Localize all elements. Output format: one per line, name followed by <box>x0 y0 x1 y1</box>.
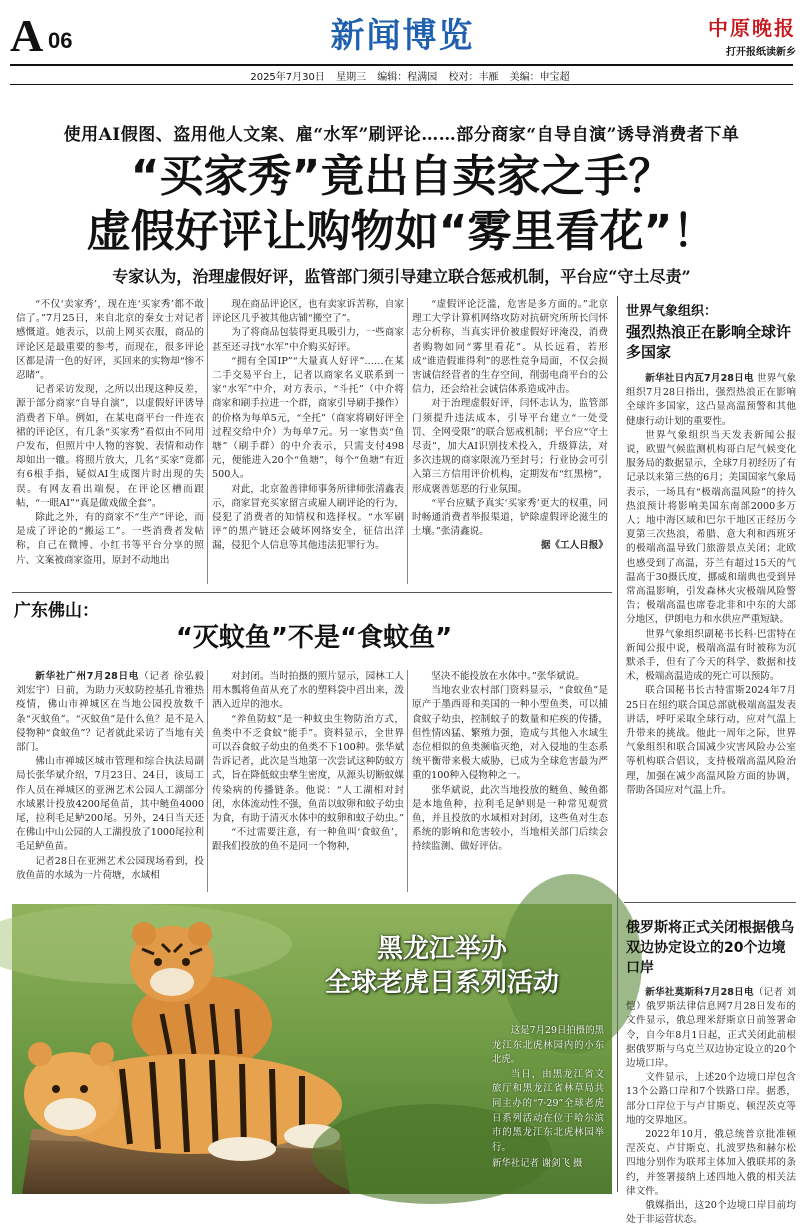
page-number: 06 <box>48 28 73 53</box>
sidebar-section-divider <box>624 902 796 903</box>
main-headline-line2: 虚假好评让购物如“雾里看花”！ <box>86 206 717 257</box>
paragraph: “平台应赋予真实‘买家秀’更大的权重，同时畅通消费者举报渠道，铲除虚假评论滋生的土壤。”张清鑫说。 <box>412 497 608 538</box>
issue-info <box>200 68 620 83</box>
issue-date: 2025年7月30日 <box>250 72 325 83</box>
weather-story-body <box>626 372 796 890</box>
paragraph: 对此，北京盈善律师事务所律师张清鑫表示，商家冒充买家留言或雇人刷评论的行为，侵犯了消费者的知情权和选择权。“水军刷评”的黑产链还会破坏网络安全，征信出洋漏，侵犯个人信息等其他违法犯罪行为。 <box>212 483 404 552</box>
main-headline-line1: “买家秀”竟出自卖家之手？ <box>130 151 673 202</box>
paragraph: “不过需要注意，有一种鱼叫‘食蚊鱼’，跟我们投放的鱼不是同一个物种， <box>212 827 404 853</box>
editor-credit: 编辑：程满园 <box>377 72 438 83</box>
paragraph: 除此之外，有的商家不“生产”评论，而是成了评论的“搬运工”。一些消费者发帖称，自己在微博、小红书等平台分享的照片、文案被商家盗用，原封不动地出 <box>16 512 204 566</box>
column-divider <box>207 670 208 892</box>
byline: （记者 徐弘毅 刘宏宇） <box>16 671 204 697</box>
paragraph: 记者采访发现，之所以出现这种反差，源于部分商家“自导自演”，以虚假好评诱导消费者下单。例如，在某电商平台一件连衣裙的评论区，有几条“买家秀”看似由不同用户发布，但照片中人物的容貌、表情和动作却如出一辙。将照片放大，几名“买家”竟都有6根手指，疑似AI生成图片时出现的失误。有网友看出端倪，在评论区槽而跟帖，“一眼AI”“真是做戏做全套”。 <box>16 384 204 509</box>
paragraph: “养鱼防蚊”是一种蚊虫生物防治方式，鱼类中不乏食蚊“能手”。资料显示，全世界可以吞食蚊子幼虫的鱼类不下100种。张华斌告诉记者，此次是当地第一次尝试这种防蚊方式，旨在降低蚊虫孳生密度，从源头切断蚊媒传染病的传播链条。他说：“人工湖相对封闭，水体流动性不强，鱼苗以蚊卵和蚊子幼虫为食，有助于清灭水体中的蚊卵和蚊子幼虫。” <box>212 713 404 825</box>
photo-credit: 新华社记者 谢剑飞 摄 <box>492 1158 583 1170</box>
main-story-column-2 <box>212 298 404 586</box>
paragraph: 对于治理虚假好评，闫怀志认为，监管部门须提升违法成本，引导平台建立“一处受罚、全网受限”的联合惩戒机制；平台应“守土尽责”，加大AI识别技术投入，升级算法，对多次违规的商家限流乃至封号；行业协会可引入第三方信用评价机构，定期发布“红黑榜”，形成褒善惩恶的行业氛围。 <box>412 398 608 495</box>
paragraph: 为了将商品包装得更具吸引力，一些商家甚至还寻找“水军”中介购买好评。 <box>212 327 404 353</box>
photo-headline-line2: 全球老虎日系列活动 <box>324 968 559 998</box>
column-divider <box>207 298 208 584</box>
main-story-column-3 <box>412 298 608 586</box>
caption-paragraph: 当日，由黑龙江省文旅厅和黑龙江省林草局共同主办的“7·29”全球老虎日系列活动在位于哈尔滨市的黑龙江东北虎林园举行。 <box>492 1068 604 1153</box>
dateline: 新华社日内瓦7月28日电 <box>645 373 754 384</box>
paragraph <box>16 670 204 755</box>
foshan-column-1 <box>16 670 204 894</box>
photo-headline-line1: 黑龙江举办 <box>376 934 507 964</box>
paragraph <box>626 372 796 429</box>
paragraph: “拥有全国IP”“大量真人好评”……在某二手交易平台上，记者以商家名义联系到一家“水军”中介，对方表示，“斗托”（中介将商家和刷手拉进一个群，商家引导刷手操作）的价格为每单5元，“全托”（商家将刷好评全过程交给中介）为每单7元。另一家售卖“鱼塘”（刷手群）的中介表示，只需支付498元，便能进入20个“鱼塘”，每个“鱼塘”有近500人。 <box>212 355 404 481</box>
section-divider <box>12 592 612 593</box>
tiger-photo <box>12 904 612 1194</box>
dateline: 新华社莫斯科7月28日电 <box>645 987 754 998</box>
section-title: 新闻博览 <box>330 16 475 56</box>
column-divider <box>407 670 408 892</box>
foshan-kicker: 广东佛山： <box>14 601 99 621</box>
masthead-logo <box>676 12 796 58</box>
paragraph: 记者28日在亚洲艺术公园现场看到，投放鱼苗的水域为一片荷塘，水域相 <box>16 855 204 881</box>
sidebar-divider <box>617 296 618 1192</box>
weather-kicker: 世界气象组织： <box>626 304 718 319</box>
photo-caption <box>492 1024 604 1172</box>
paragraph-text: 日前，为助力灭蚊防控基孔肯雅热疫情，佛山市禅城区在当地公园投放数千条“灭蚊鱼”。“灭蚊鱼”是什么鱼？是不是入侵物种“食蚊鱼”？记者就此采访了当地有关部门。 <box>16 685 205 754</box>
paragraph: 张华斌说，此次当地投放的鲢鱼、鲮鱼都是本地鱼种，拉利毛足鲈则是一种常见观赏鱼，并且投放的水域相对封闭，这些鱼对生态系统的影响和危害较小，当地相关部门后续会持续监测、做好评估。 <box>412 784 608 853</box>
logo-slogan: 打开报纸读新乡 <box>726 47 796 58</box>
weather-headline: 强烈热浪正在影响全球许多国家 <box>626 323 792 361</box>
edition-letter: A <box>10 10 44 61</box>
paragraph: 当地农业农村部门资料显示，“食蚊鱼”是原产于墨西哥和美国的一种小型鱼类，可以捕食蚊子幼虫，控制蚊子的数量和疟疾的传播，但性情凶猛、繁殖力强，造成与其他入水域生态位相似的鱼类濒临灭绝，对入侵地的生态系统平衡带来极大威胁，已成为全球危害最为严重的100种入侵物种之一。 <box>412 685 608 782</box>
foshan-column-3 <box>412 670 608 894</box>
photo-headline <box>282 932 602 1000</box>
main-story-kicker: 使用AI假图、盗用他人文案、雇“水军”刷评论……部分商家“自导自演”诱导消费者下单 <box>63 125 740 145</box>
paragraph: 现在商品评论区，也有卖家诉苦称，自家评论区几乎被其他店铺“搬空了”。 <box>212 299 404 325</box>
story-source: 据《工人日报》 <box>540 540 608 552</box>
proofreader-credit: 校对：丰雁 <box>448 72 499 83</box>
paragraph: 坚决不能投放在水体中。”张华斌说。 <box>431 671 585 682</box>
russia-story-body <box>626 986 797 1226</box>
main-story-column-1 <box>16 298 204 586</box>
paragraph: 2022年10月，俄总统普京批准顿涅茨克、卢甘斯克、扎波罗热和赫尔松四地分别作为联邦主体加入俄联邦的条约，并签署接纳上述四地入俄的相关法律文件。 <box>626 1129 796 1197</box>
paragraph <box>626 986 796 1071</box>
paragraph: 佛山市禅城区城市管理和综合执法局副局长张华斌介绍，7月23日、24日，该局工作人员在禅城区的亚洲艺术公园人工湖部分水域累计投放4200尾鱼苗，其中鲢鱼4000尾，拉利毛足鲈200尾。另外，24日当天还在佛山中山公园的人工湖投放了1000尾拉利毛足鲈鱼苗。 <box>16 756 204 853</box>
header-divider-thin <box>10 84 793 85</box>
paragraph: “不仅‘卖家秀’，现在连‘买家秀’都不敢信了。”7月25日，来自北京的秦女士对记者感慨道。她表示，以前上网买衣服，商品的评论区是最重要的参考，而现在，很多评论区都是清一色的好评，买回来的实物却“惨不忍睹”。 <box>16 299 204 382</box>
byline: （记者 刘恺） <box>626 987 796 1013</box>
foshan-column-2 <box>212 670 404 894</box>
paragraph: “虚假评论泛滥，危害是多方面的。”北京理工大学计算机网络攻防对抗研究所所长闫怀志分析称，当真实评价被虚假好评淹没，消费者购物如同“雾里看花”。从长远看，若形成“谁造假谁得利”的恶性竞争局面，不仅会损害诚信经营者的生存空间，削弱电商平台的公信力，还会给社会诚信体系造成冲击。 <box>412 299 608 396</box>
foshan-headline: “灭蚊鱼”不是“食蚊鱼” <box>175 623 453 653</box>
paragraph-text: 世界气象组织7月28日指出，强烈热浪正在影响全球许多国家，这凸显高温预警和其他健康行动计划的重要性。 <box>626 373 796 427</box>
designer-credit: 美编：申宝超 <box>509 72 570 83</box>
paragraph: 世界气象组织副秘书长科·巴雷特在新闻公报中说，极端高温有时被称为沉默杀手，但有了今天的科学、数据和技术，极端高温造成的死亡可以预防。 <box>626 628 796 683</box>
paragraph: 对封闭。当时拍摄的照片显示，园林工人用木瓢将鱼苗从充了水的塑料袋中舀出来，泼洒入近岸的池水。 <box>212 671 404 711</box>
dateline: 新华社广州7月28日电 <box>35 671 140 682</box>
column-divider <box>407 298 408 584</box>
caption-paragraph: 这是7月29日拍摄的黑龙江东北虎林园内的小东北虎。 <box>492 1025 604 1066</box>
logo-mark: 中原晚报 <box>708 16 796 40</box>
paragraph: 俄媒指出，这20个边境口岸目前均处于非运营状态。 <box>626 1200 796 1226</box>
main-story-subhead: 专家认为，治理虚假好评，监管部门须引导建立联合惩戒机制，平台应“守土尽责” <box>112 267 691 286</box>
header-divider <box>10 64 793 66</box>
paragraph: 联合国秘书长古特雷斯2024年7月25日在纽约联合国总部就极端高温发表讲话，呼吁采取全球行动，应对气温上升带来的挑战。他此一周年之际，世界气象组织和联合国减少灾害风险办公室等机构联合倡议，支持极端高温风险治理，加强在减少高温风险方面的协调，帮助各国应对气温上升。 <box>626 685 796 796</box>
paragraph: 世界气象组织当天发表新闻公报说，欧盟气候监测机构哥白尼气候变化服务局的数据显示，全球7月初经历了有记录以来第三热的6月；美国国家气象局表示，一场具有“极端高温风险”的持久热浪预计将影响美国东南部2000多万人；地中海区域和巴尔干地区正经历今夏第三次热浪，希腊、意大利和西班牙的极端高温导致门旅游景点关闭；北欧也感受到了高温，芬兰有超过15天的气温高于30摄氏度，挪威和瑞典也受到异常高温影响，引发森林火灾极端风险警告；极端高温也席卷北非和中东的大部分地区，伊朗电力和水供应严重短缺。 <box>626 429 796 626</box>
issue-weekday: 星期三 <box>336 72 367 83</box>
paragraph: 文件显示，上述20个边境口岸包含13个公路口岸和7个铁路口岸。据悉，部分口岸位于与卢甘斯克、顿涅茨克等地的交界地区。 <box>626 1072 796 1126</box>
russia-headline: 俄罗斯将正式关闭根据俄乌双边协定设立的20个边境口岸 <box>626 920 794 976</box>
paragraph-text: 俄罗斯法律信息网7月28日发布的文件显示，俄总理米舒斯京日前签署命令，自今年8月1日起，正式关闭此前根据俄罗斯与乌克兰双边协定设立的20个边境口岸。 <box>626 1001 797 1070</box>
page-number-badge <box>10 10 90 61</box>
